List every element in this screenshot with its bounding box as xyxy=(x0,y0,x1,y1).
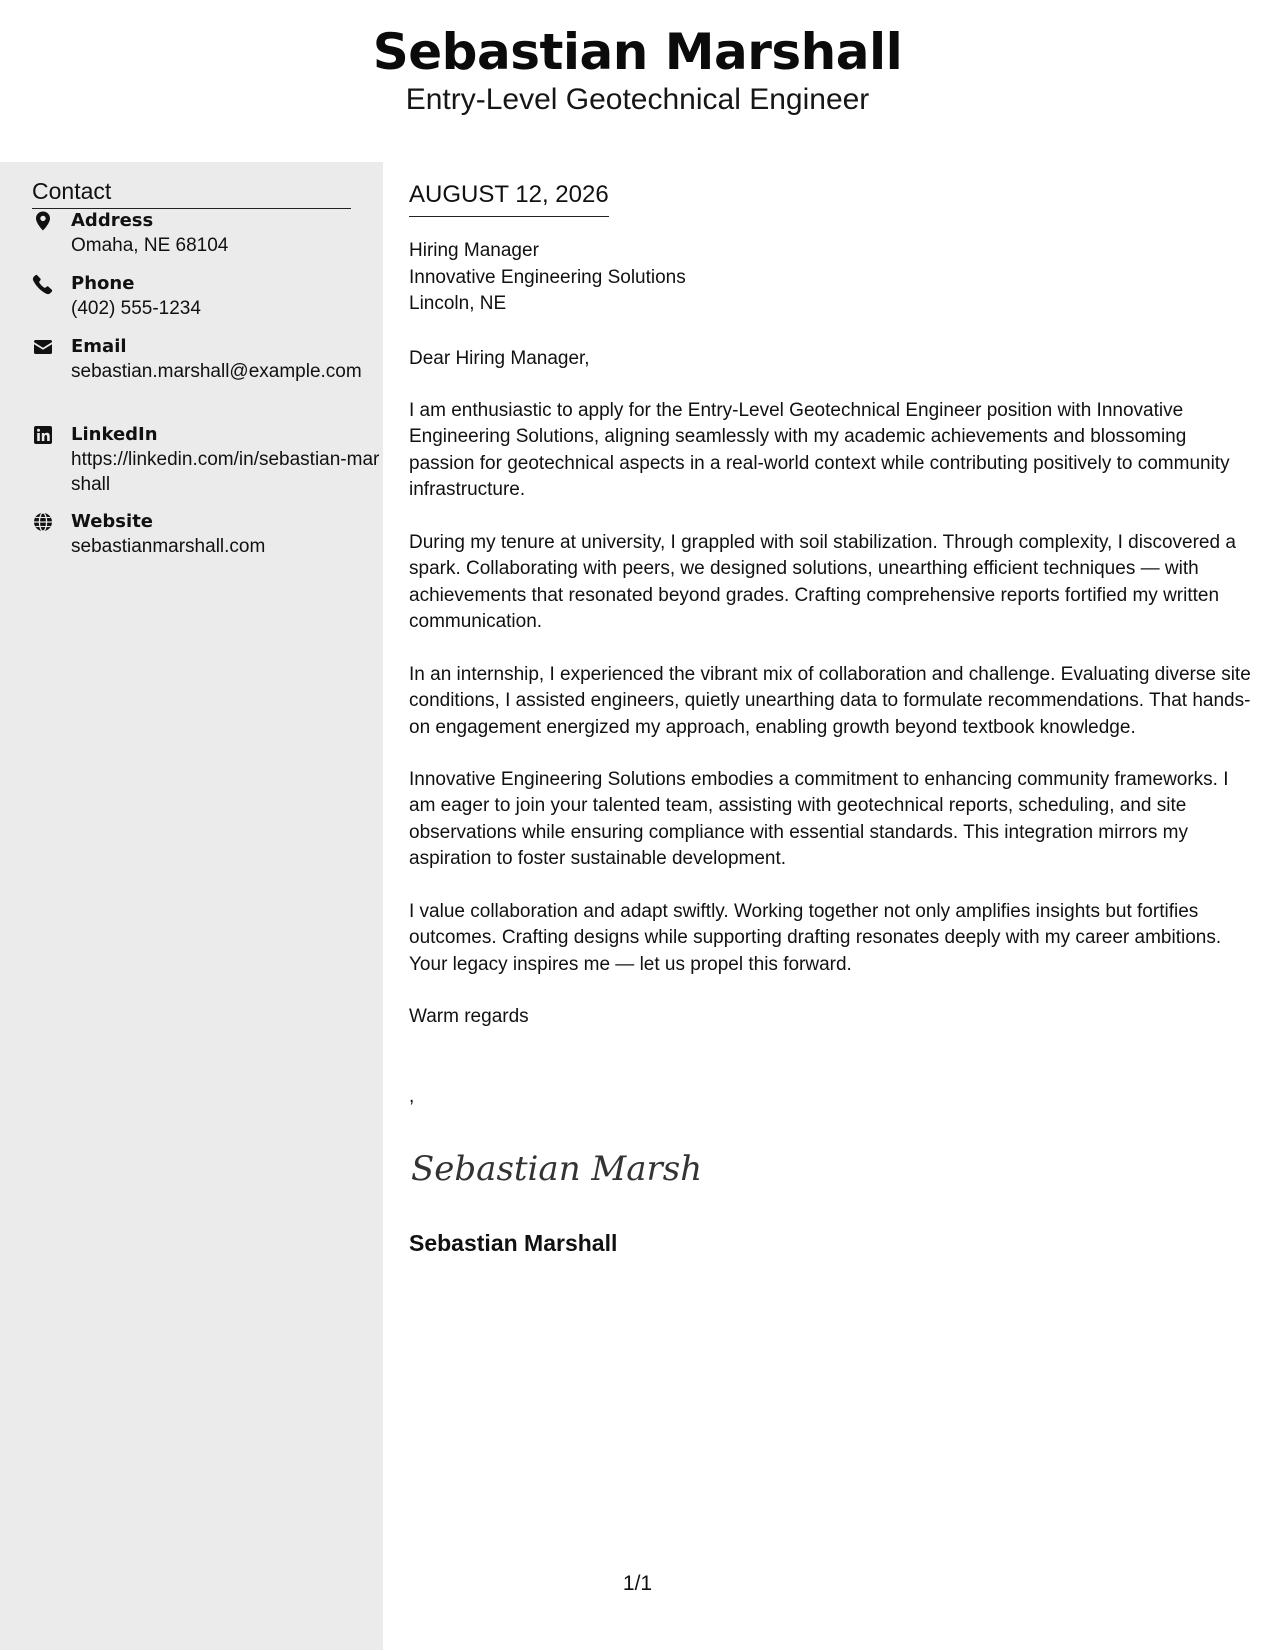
contact-value: sebastianmarshall.com xyxy=(71,536,266,557)
phone-icon xyxy=(32,273,54,295)
contact-label: Phone xyxy=(71,273,135,294)
contact-value: Omaha, NE 68104 xyxy=(71,235,229,256)
page-number: 1/1 xyxy=(622,1572,653,1595)
recipient-block xyxy=(409,238,686,318)
linkedin-icon xyxy=(32,424,54,446)
page-header xyxy=(0,0,1275,162)
applicant-name: Sebastian Marshall xyxy=(372,23,903,81)
contact-value: https://linkedin.com/in/sebastian-marshall xyxy=(71,449,380,495)
letter-paragraph: During my tenure at university, I grappled with soil stabilization. Through complexity, I discovered a spark. Collaborating with peers, we designed solutions, unearthing efficient techniques — with achievements that resonated beyond grades. Crafting comprehensive reports fortified my written communication. xyxy=(409,532,1236,633)
contact-value: sebastian.marshall@example.com xyxy=(71,361,362,382)
location-pin-icon xyxy=(32,210,54,232)
letter-paragraph: In an internship, I experienced the vibrant mix of collaboration and challenge. Evaluating diverse site conditions, I assisted engineers, quietly unearthing data to formulate recommendations. That hands-on engagement energized my approach, enabling growth beyond textbook knowledge. xyxy=(409,664,1251,738)
closing-comma: , xyxy=(409,1086,415,1107)
globe-icon xyxy=(32,511,54,533)
contact-label: LinkedIn xyxy=(71,424,158,445)
handwritten-signature xyxy=(409,1138,703,1194)
recipient-location: Lincoln, NE xyxy=(409,293,507,314)
applicant-title: Entry-Level Geotechnical Engineer xyxy=(405,83,870,116)
closing: Warm regards xyxy=(409,1006,529,1027)
signature-text: Sebastian Marsh xyxy=(411,1149,703,1189)
salutation: Dear Hiring Manager, xyxy=(409,348,590,369)
recipient-company: Innovative Engineering Solutions xyxy=(409,266,686,288)
envelope-icon xyxy=(32,336,54,358)
letter-paragraph: I am enthusiastic to apply for the Entry-Level Geotechnical Engineer position with Innovative Engineering Solutions, aligning seamlessly with my academic achievements and blossoming passion for geotechnical aspects in a real-world context while contributing positively to community infrastructure. xyxy=(409,400,1230,501)
contact-heading: Contact xyxy=(32,176,351,209)
recipient-name: Hiring Manager xyxy=(409,240,539,261)
letter-paragraph: Innovative Engineering Solutions embodies a commitment to enhancing community frameworks. I am eager to join your talented team, assisting with geotechnical reports, scheduling, and site observations while ensuring compliance with essential standards. This integration mirrors my aspiration to foster sustainable development. xyxy=(409,769,1229,870)
contact-label: Email xyxy=(71,336,127,357)
signed-name: Sebastian Marshall xyxy=(409,1230,618,1256)
letter-paragraph: I value collaboration and adapt swiftly. Working together not only amplifies insights but fortifies outcomes. Crafting designs while supporting drafting resonates deeply with my career ambitions. Your legacy inspires me — let us propel this forward. xyxy=(409,901,1222,975)
contact-label: Address xyxy=(71,210,154,231)
contact-sidebar xyxy=(0,162,383,1650)
contact-value: (402) 555-1234 xyxy=(71,298,201,319)
contact-label: Website xyxy=(71,511,154,532)
letter-date: AUGUST 12, 2026 xyxy=(409,178,609,217)
